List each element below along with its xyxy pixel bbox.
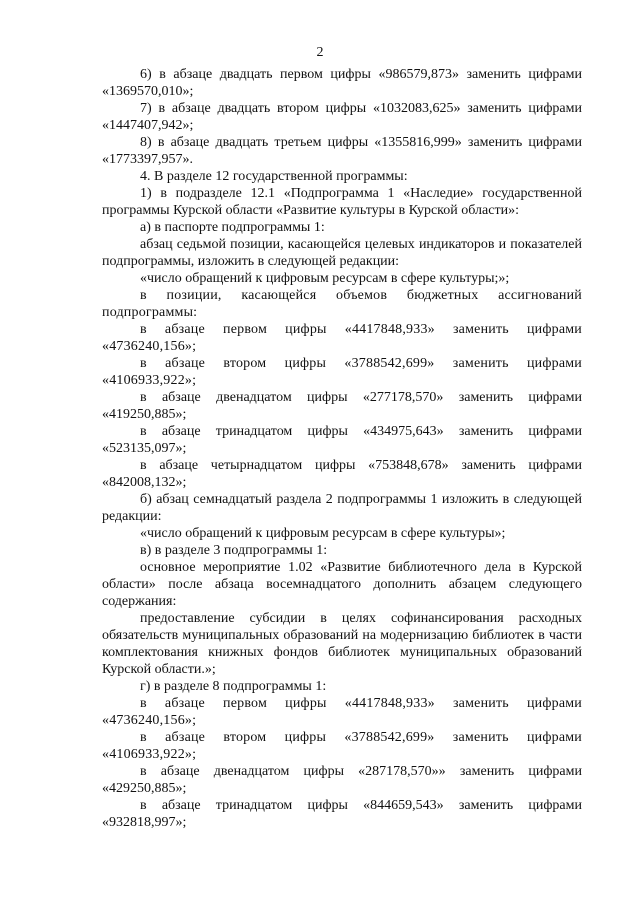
paragraph-budget-13: в абзаце тринадцатом цифры «434975,643» заменить цифрами «523135,097»;: [102, 424, 582, 456]
paragraph-subsidy: предоставление субсидии в целях софинансирования расходных обязательств муниципальных образований на модернизацию библиотек в части комплектования книжных фондов библиотек муниципальных образований Курской области.»;: [102, 611, 582, 677]
paragraph-section-8-13: в абзаце тринадцатом цифры «844659,543» заменить цифрами «932818,997»;: [102, 798, 582, 830]
paragraph-budget-14: в абзаце четырнадцатом цифры «753848,678» заменить цифрами «842008,132»;: [102, 458, 582, 490]
paragraph-amend-8: 8) в абзаце двадцать третьем цифры «1355816,999» заменить цифрами «1773397,957».: [102, 135, 582, 167]
paragraph-budget-12: в абзаце двенадцатом цифры «277178,570» заменить цифрами «419250,885»;: [102, 390, 582, 422]
paragraph-section-8-1: в абзаце первом цифры «4417848,933» заменить цифрами «4736240,156»;: [102, 696, 582, 728]
paragraph-budget-1: в абзаце первом цифры «4417848,933» заменить цифрами «4736240,156»;: [102, 322, 582, 354]
paragraph-passport: а) в паспорте подпрограммы 1:: [140, 220, 325, 235]
paragraph-amend-6: 6) в абзаце двадцать первом цифры «986579,873» заменить цифрами «1369570,010»;: [102, 67, 582, 99]
paragraph-section-8-2: в абзаце втором цифры «3788542,699» заменить цифрами «4106933,922»;: [102, 730, 582, 762]
paragraph-budget-position: в позиции, касающейся объемов бюджетных ассигнований подпрограммы:: [102, 288, 582, 320]
page-number: 2: [316, 45, 324, 60]
paragraph-amend-7: 7) в абзаце двадцать втором цифры «1032083,625» заменить цифрами «1447407,942»;: [102, 101, 582, 133]
paragraph-section-12: 4. В разделе 12 государственной программы:: [140, 169, 408, 184]
paragraph-section-2: б) абзац семнадцатый раздела 2 подпрограммы 1 изложить в следующей редакции:: [102, 492, 582, 524]
document-body: [102, 66, 582, 831]
paragraph-quote-2: «число обращений к цифровым ресурсам в сфере культуры»;: [140, 526, 506, 541]
paragraph-section-3: в) в разделе 3 подпрограммы 1:: [140, 543, 328, 558]
paragraph-quote-1: «число обращений к цифровым ресурсам в сфере культуры;»;: [140, 271, 510, 286]
paragraph-subsection-12-1: 1) в подразделе 12.1 «Подпрограмма 1 «Наследие» государственной программы Курской области «Развитие культуры в Курской области»:: [102, 186, 582, 218]
paragraph-section-8-12: в абзаце двенадцатом цифры «287178,570»» заменить цифрами «429250,885»;: [102, 764, 582, 796]
paragraph-activity-1-02: основное мероприятие 1.02 «Развитие библиотечного дела в Курской области» после абзаца восемнадцатого дополнить абзацем следующего содержания:: [102, 560, 582, 609]
paragraph-budget-2: в абзаце втором цифры «3788542,699» заменить цифрами «4106933,922»;: [102, 356, 582, 388]
paragraph-section-8: г) в разделе 8 подпрограммы 1:: [140, 679, 327, 694]
paragraph-indicators: абзац седьмой позиции, касающейся целевых индикаторов и показателей подпрограммы, изложить в следующей редакции:: [102, 237, 582, 269]
